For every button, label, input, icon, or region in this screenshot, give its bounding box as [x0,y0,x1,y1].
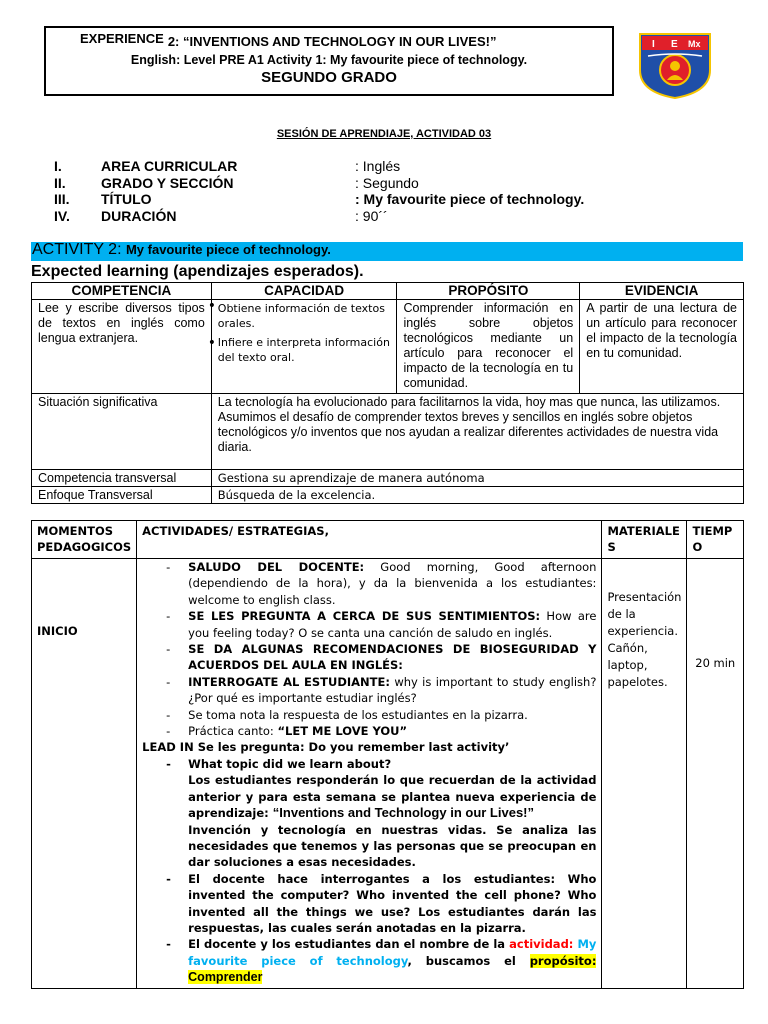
col-actividades: ACTIVIDADES/ ESTRATEGIAS, [137,521,602,559]
activity-title [32,241,331,259]
col-evidencia: EVIDENCIA [580,283,744,300]
bullet-icon: • [207,298,217,314]
col-materiales: MATERIALES [602,521,687,559]
tiempo-cell: 20 min [687,559,744,989]
lead-item: - El docente hace interrogantes a los estudiantes: Who invented the computer? Who invented the cell phone? Who invented all the things we use? Los estudiantes darán las respuestas, las cuales serán anotadas en la pizarra. [142,871,596,937]
competencia-transversal-value: Gestiona su aprendizaje de manera autónoma [211,470,743,487]
activity-list [142,559,596,739]
lead-list [142,756,596,986]
materiales-cell: Presentación de la experiencia. Cañón, laptop, papelotes. [602,559,687,989]
enfoque-transversal-value: Búsqueda de la excelencia. [211,487,743,504]
capacidad-item: Infiere e interpreta información del texto oral. [217,336,390,364]
info-value: : 90´´ [355,208,388,224]
activity-label: ACTIVITY 2: [32,241,122,258]
lead-item: - El docente y los estudiantes dan el nombre de la actividad: My favourite piece of technology, buscamos el propósito: Comprender [142,936,596,985]
col-competencia: COMPETENCIA [32,283,212,300]
header-subtitle: English: Level PRE A1 Activity 1: My favourite piece of technology. [130,53,528,67]
info-number: III. [54,191,70,207]
activity-name: My favourite piece of technology. [125,242,331,257]
activity-item: - SE DA ALGUNAS RECOMENDACIONES DE BIOSEGURIDAD Y ACUERDOS DEL AULA EN INGLÉS: [142,641,596,674]
col-momentos: MOMENTOS PEDAGOGICOS [32,521,137,559]
proposito-cell: Comprender información en inglés sobre objetos tecnológicos mediante un artículo para reconocer el impacto de la tecnología en tu comunidad. [397,300,580,394]
activity-item: - SALUDO DEL DOCENTE: Good morning, Good afternoon (dependiendo de la hora), y da la bienvenida a los estudiantes: welcome to english class. [142,559,596,608]
col-capacidad: CAPACIDAD [211,283,397,300]
situacion-label: Situación significativa [32,394,212,470]
bullet-icon: • [207,335,217,351]
lead-question: What topic did we learn about? [188,756,392,771]
info-number: II. [54,175,66,191]
experience-name: 2: “INVENTIONS AND TECHNOLOGY IN OUR LIVES!” [167,34,497,49]
info-label: TÍTULO [101,191,152,207]
competencia-transversal-label: Competencia transversal [32,470,212,487]
evidencia-cell: A partir de una lectura de un artículo para reconocer el impacto de la tecnología en tu comunidad. [580,300,744,394]
school-logo [636,26,714,100]
info-label: AREA CURRICULAR [101,158,238,174]
header-grade: SEGUNDO GRADO [261,69,397,86]
info-value: : Segundo [355,175,419,191]
session-title: SESIÓN DE APRENDIAJE, ACTIVIDAD 03 [276,128,492,140]
activity-item: - INTERROGATE AL ESTUDIANTE: why is important to study english? ¿Por qué es importante estudiar inglés? [142,674,596,707]
info-number: IV. [54,208,70,224]
col-tiempo: TIEMPO [687,521,744,559]
info-value: : My favourite piece of technology. [355,191,585,207]
highlighted-proposito: propósito: [529,953,597,968]
expected-learning-heading: Expected learning (apendizajes esperados). [31,263,364,280]
situacion-text: La tecnología ha evolucionado para facilitarnos la vida, hoy mas que nunca, las utilizamos. Asumimos el desafío de comprender textos breves y sencillos en inglés sobre objetos tecnológicos y/o inventos que nos ayudan a realizar diferentes actividades de nuestra vida diaria. [211,394,743,470]
info-value: : Inglés [355,158,401,174]
logo-letter-i: I [652,39,655,50]
col-proposito: PROPÓSITO [397,283,580,300]
capacidad-cell [207,298,397,394]
lead-text-2: Invención y tecnología en nuestras vidas. Se analiza las necesidades que tenemos y las personas que se preocupan en dar soluciones a esas necesidades. [188,822,597,870]
lead-text: Los estudiantes responderán lo que recuerdan de la actividad anterior y para esta semana se plantea nueva experiencia de aprendizaje: [188,773,597,821]
capacidad-item: Obtiene información de textos orales. [217,302,385,330]
experience-word: EXPERIENCE [80,31,164,46]
activity-item: - Se toma nota la respuesta de los estudiantes en la pizarra. [142,707,596,723]
enfoque-transversal-label: Enfoque Transversal [32,487,212,504]
activity-item: - Práctica canto: “LET ME LOVE YOU” [142,723,596,739]
info-number: I. [54,158,62,174]
info-label: GRADO Y SECCIÓN [101,175,234,191]
activity-item: - SE LES PREGUNTA A CERCA DE SUS SENTIMIENTOS: How are you feeling today? O se canta una canción de saludo en inglés. [142,608,596,641]
logo-letter-mx: Mx [688,39,701,49]
experience-name-inline: “Inventions and Technology in our Lives!” [272,805,535,821]
activities-table [31,520,744,989]
competency-table [31,282,744,504]
experience-title [80,31,497,49]
competencia-cell: Lee y escribe diversos tipos de textos en inglés como lengua extranjera. [32,300,212,394]
lead-item [142,756,596,871]
moment-inicio: INICIO [32,559,137,989]
activities-cell [137,559,602,989]
logo-letter-e: E [671,39,678,50]
info-label: DURACIÓN [101,208,177,224]
lead-in: LEAD IN Se les pregunta: Do you remember last activity’ [142,740,510,755]
